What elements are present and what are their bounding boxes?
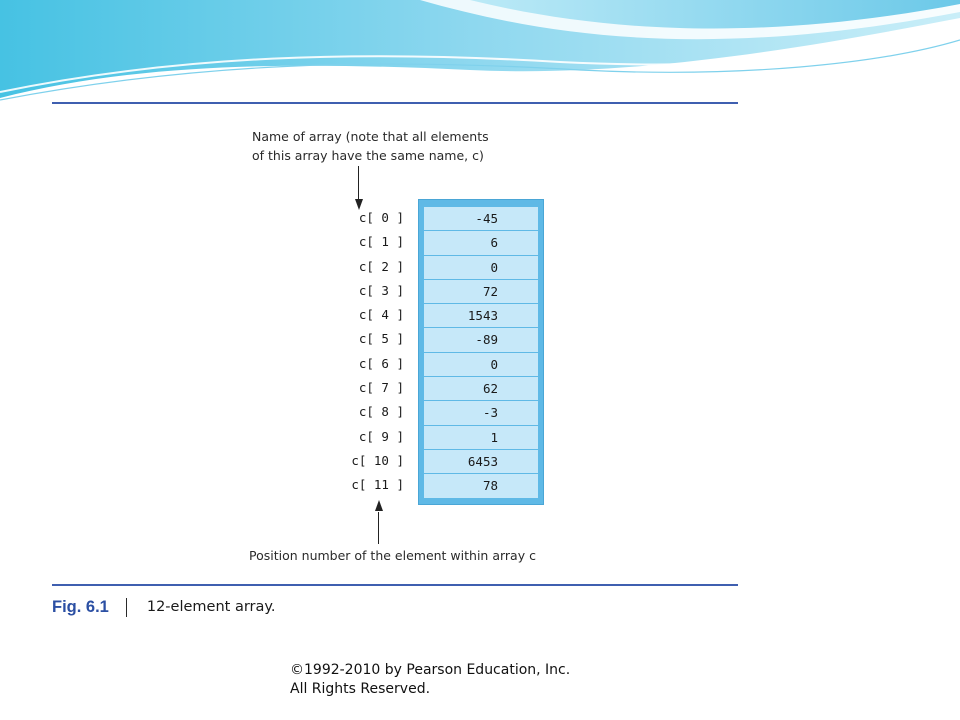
array-cell xyxy=(424,304,538,327)
array-cell xyxy=(424,256,538,279)
array-cell xyxy=(424,328,538,351)
copyright-line1: ©1992-2010 by Pearson Education, Inc. xyxy=(290,662,571,678)
caption-separator xyxy=(126,598,127,617)
array-index-label: c[ 6 ] xyxy=(358,355,404,371)
array-cell-value: 6 xyxy=(490,235,498,251)
position-arrow-head-icon xyxy=(375,500,383,511)
array-cell-value: 1 xyxy=(490,429,498,445)
array-cell xyxy=(424,231,538,254)
array-cell-value: 62 xyxy=(482,381,498,397)
array-index-label: c[ 3 ] xyxy=(358,282,404,298)
array-index-label: c[ 5 ] xyxy=(358,331,404,347)
array-cell xyxy=(424,353,538,376)
array-index-label: c[ 7 ] xyxy=(358,380,404,396)
array-cell-value: -45 xyxy=(475,211,498,226)
array-index-label: c[ 0 ] xyxy=(358,210,404,225)
array-index-label: c[ 2 ] xyxy=(358,258,404,274)
array-name-note-line2: of this array have the same name, c) xyxy=(252,148,484,163)
figure-caption xyxy=(52,594,276,620)
array-cell xyxy=(424,401,538,424)
position-arrow-shaft xyxy=(378,512,379,544)
array-cells xyxy=(424,207,538,499)
figure-caption-text: 12-element array. xyxy=(146,599,276,615)
array-cell xyxy=(424,377,538,400)
bottom-divider-rule xyxy=(52,584,738,586)
name-arrow-shaft xyxy=(358,166,359,200)
header-wave-decoration xyxy=(0,0,960,110)
array-name-note-line1: Name of array (note that all elements xyxy=(252,129,489,144)
array-cell xyxy=(424,450,538,473)
top-divider-rule xyxy=(52,102,738,104)
array-index-label: c[ 1 ] xyxy=(358,234,404,250)
copyright-notice xyxy=(290,661,570,699)
array-cell-value: 6453 xyxy=(467,453,498,469)
array-cell-value: 78 xyxy=(482,478,498,494)
array-index-label: c[ 8 ] xyxy=(358,404,404,420)
position-number-note: Position number of the element within array c xyxy=(249,548,536,563)
array-index-label: c[ 10 ] xyxy=(351,452,404,468)
copyright-line2: All Rights Reserved. xyxy=(290,681,431,697)
array-cell-value: 0 xyxy=(490,356,498,372)
array-cell-value: 0 xyxy=(490,259,498,275)
figure-label: Fig. 6.1 xyxy=(52,597,109,616)
array-cell xyxy=(424,426,538,449)
array-cell-value: 1543 xyxy=(467,308,498,324)
array-index-label: c[ 9 ] xyxy=(358,428,404,444)
array-cell xyxy=(424,474,538,497)
array-name-note xyxy=(252,127,489,165)
array-cell-value: -89 xyxy=(475,332,498,348)
array-cell-value: -3 xyxy=(482,405,498,421)
array-index-label: c[ 4 ] xyxy=(358,307,404,323)
array-cell xyxy=(424,207,538,230)
array-index-label: c[ 11 ] xyxy=(351,477,404,493)
array-cell xyxy=(424,280,538,303)
array-index-labels xyxy=(330,206,404,498)
array-cell-value: 72 xyxy=(482,283,498,299)
